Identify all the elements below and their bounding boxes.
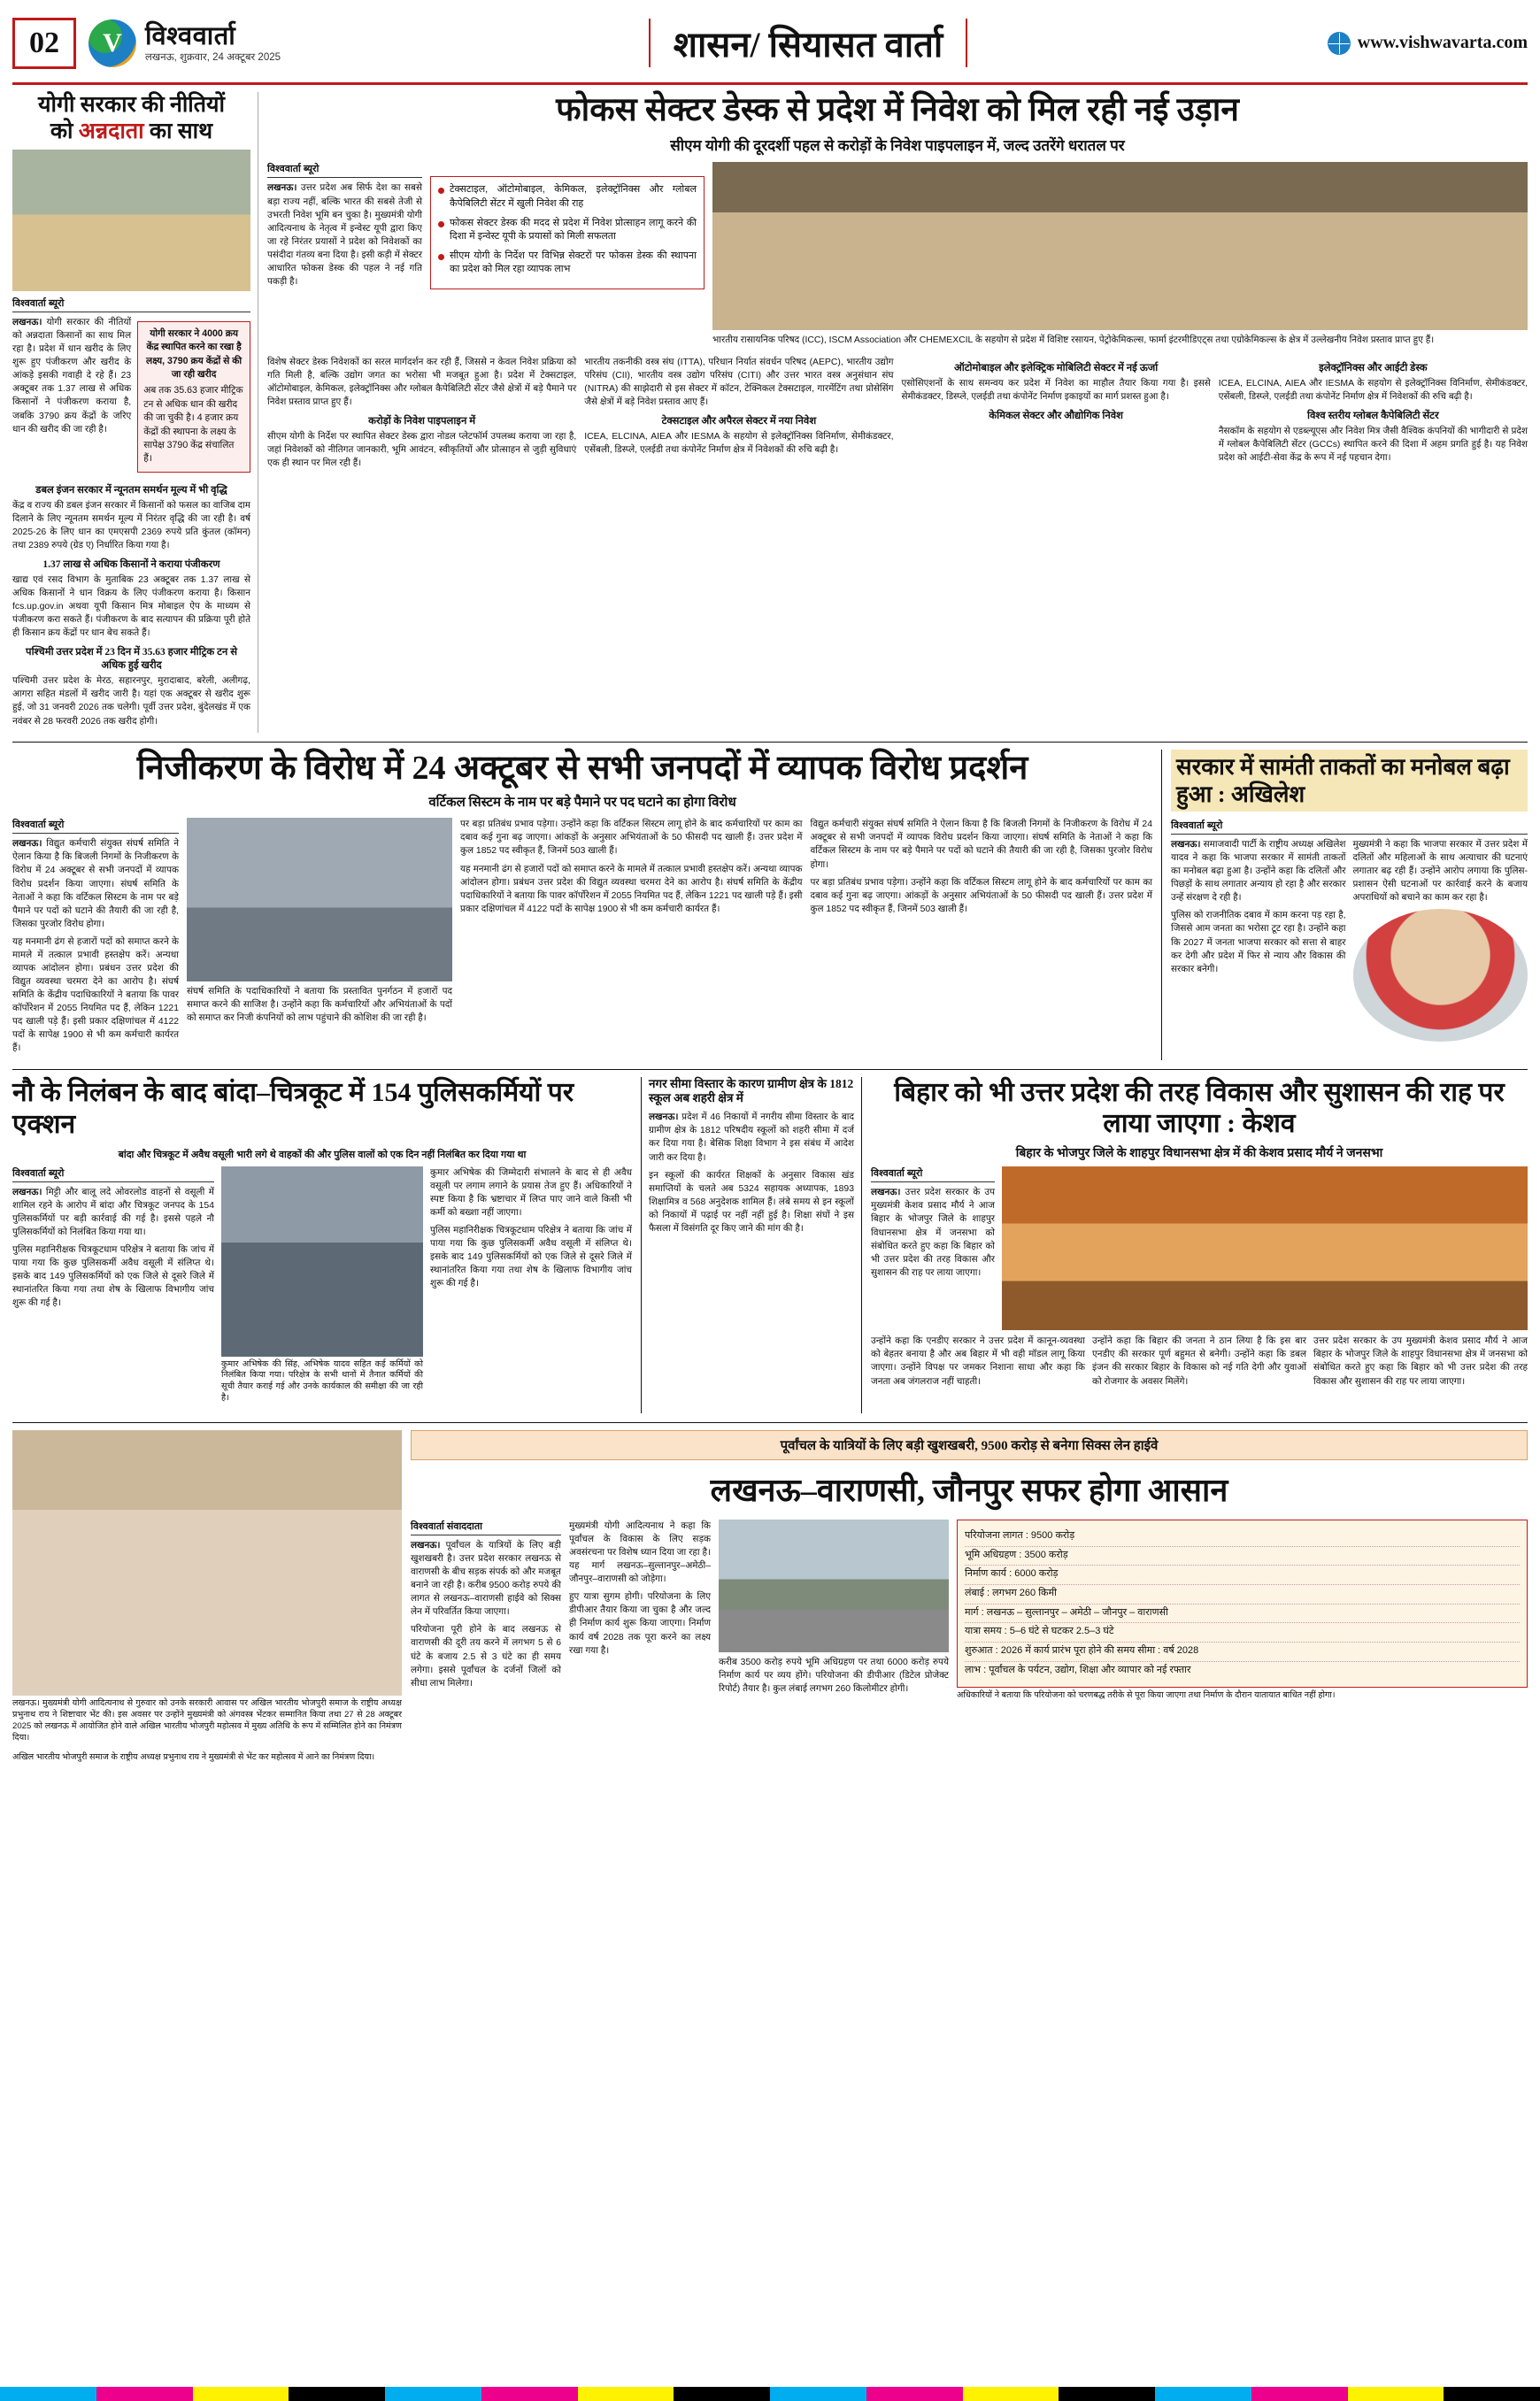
schools-headline: नगर सीमा विस्तार के कारण ग्रामीण क्षेत्र के 1812 स्कूल अब शहरी क्षेत्र में bbox=[649, 1076, 854, 1105]
highway-p4: हुए यात्रा सुगम होगी। परियोजना के लिए डीपीआर तैयार किया जा चुका है और जल्द ही निर्माण कार्य शुरू किया जाएगा। निर्माण कार्य वर्ष 2028 तक पूरा करने का लक्ष्य रखा गया है। bbox=[569, 1592, 711, 1656]
section-title-wrap bbox=[354, 19, 1262, 67]
cm-yogi-photo bbox=[712, 162, 1528, 330]
website-link[interactable] bbox=[1262, 32, 1528, 55]
privatisation-subhead: वर्टिकल सिस्टम के नाम पर बड़े पैमाने पर पद घटाने का होगा विरोध bbox=[428, 796, 736, 811]
cm-meeting-photo bbox=[12, 1430, 402, 1696]
list-item: टेक्सटाइल, ऑटोमोबाइल, केमिकल, इलेक्ट्रॉनिक्स और ग्लोबल कैपेबिलिटी सेंटर में खुली निवेश की राह bbox=[438, 183, 697, 211]
story-privatisation bbox=[12, 750, 1152, 1060]
website-url: www.vishwavarta.com bbox=[1357, 33, 1528, 52]
annadata-headline-line2b: का साथ bbox=[143, 119, 213, 143]
focus-bullets bbox=[430, 176, 705, 289]
annadata-place: लखनऊ। bbox=[12, 318, 42, 327]
fact-item: निर्माण कार्य : 6000 करोड़ bbox=[965, 1566, 1520, 1585]
story-focus-sector bbox=[267, 92, 1528, 733]
schools-place: लखनऊ। bbox=[649, 1112, 679, 1123]
bihar-headline: बिहार को भी उत्तर प्रदेश की तरह विकास और सुशासन की राह पर लाया जाएगा : केशव bbox=[894, 1077, 1505, 1138]
banda-byline: विश्ववार्ता ब्यूरो bbox=[12, 1166, 214, 1182]
story-annadata bbox=[12, 92, 258, 733]
cm-meeting-tail: अखिल भारतीय भोजपुरी समाज के राष्ट्रीय अध्यक्ष प्रभुनाथ राय ने मुख्यमंत्री से भेंट कर महोत्सव में आने का निमंत्रण दिया। bbox=[12, 1752, 375, 1763]
section-title: शासन/ सियासत वार्ता bbox=[649, 19, 967, 67]
fact-item: लाभ : पूर्वांचल के पर्यटन, उद्योग, शिक्षा और व्यापार को नई रफ्तार bbox=[965, 1664, 1191, 1675]
edition-date: लखनऊ, शुक्रवार, 24 अक्टूबर 2025 bbox=[145, 52, 281, 64]
list-item: सीएम योगी के निर्देश पर विभिन्न सेक्टरों पर फोकस डेस्क की स्थापना का प्रदेश को मिल रहा व्यापक लाभ bbox=[438, 250, 697, 277]
focus-c3p1-text: भारतीय रासायनिक परिषद (ICC), ISCM Association और CHEMEXCIL के सहयोग से प्रदेश में विशिष्ट रसायन, पेट्रोकेमिकल्स, फार्मा इंटरमीडिएट्स तथा एग्रोकेमिकल्स के क्षेत्र में उल्लेखनीय निवेश प्रस्ताव प्राप्त हुए हैं। bbox=[712, 335, 1435, 346]
focus-c1p3: सीएम योगी के निर्देश पर स्थापित सेक्टर डेस्क द्वारा नोडल प्लेटफॉर्म उपलब्ध कराया जा रहा है, जहां निवेशकों को नीतिगत जानकारी, भूमि आवंटन, स्वीकृतियों और प्रोत्साहन से जुड़ी सुविधाएं एक ही स्थान पर मिल रही हैं। bbox=[267, 431, 577, 468]
bihar-p2: उन्होंने कहा कि एनडीए सरकार ने उत्तर प्रदेश में कानून-व्यवस्था को बेहतर बनाया है और अब बिहार में भी वही मॉडल लागू किया जाएगा। उन्होंने विपक्ष पर जमकर निशाना साधा और कहा कि जनता अब जंगलराज नहीं चाहती। bbox=[871, 1336, 1085, 1387]
annadata-p4: पश्चिमी उत्तर प्रदेश के मेरठ, सहारनपुर, मुरादाबाद, बरेली, अलीगढ़, आगरा सहित मंडलों में खरीद जारी है। यहां एक अक्टूबर से खरीद शुरू हुई, जो 31 जनवरी 2026 तक चलेगी। पूर्वी उत्तर प्रदेश, बुंदेलखंड में एक नवंबर से 28 फरवरी 2026 तक खरीद होगी। bbox=[12, 676, 250, 727]
highway-byline: विश्ववार्ता संवाददाता bbox=[411, 1520, 561, 1535]
story-banda bbox=[12, 1077, 632, 1413]
highway-tail-right: अधिकारियों ने बताया कि परियोजना को चरणबद्ध तरीके से पूरा किया जाएगा तथा निर्माण के दौरान यातायात बाधित नहीं होगा। bbox=[957, 1690, 1336, 1701]
banda-p3: कुमार अभिषेक की जिम्मेदारी संभालने के बाद से ही अवैध वसूली पर लगाम लगाने के प्रयास तेज हुए हैं। अधिकारियों ने स्पष्ट किया है कि भ्रष्टाचार में लिप्त पाए जाने वाले किसी भी कर्मी को बख्शा नहीं जाएगा। bbox=[430, 1167, 632, 1218]
focus-col-4 bbox=[1219, 356, 1528, 475]
focus-byline: विश्ववार्ता ब्यूरो bbox=[267, 162, 422, 178]
highway-place: लखनऊ। bbox=[411, 1540, 441, 1551]
akhilesh-byline: विश्ववार्ता ब्यूरो bbox=[1171, 819, 1528, 835]
annadata-photo bbox=[12, 150, 250, 291]
annadata-headline-line1: योगी सरकार की नीतियों bbox=[37, 93, 226, 117]
annadata-headline-line2a: को bbox=[50, 119, 79, 143]
fact-item: परियोजना लागत : 9500 करोड़ bbox=[965, 1528, 1520, 1547]
bihar-byline: विश्ववार्ता ब्यूरो bbox=[871, 1166, 995, 1182]
annadata-callout-title: योगी सरकार ने 4000 क्रय केंद्र स्थापित करने का रखा है लक्ष्य, 3790 क्रय केंद्रों से की जा रही खरीद bbox=[146, 328, 243, 381]
schools-p1-text: प्रदेश में 46 निकायों में नगरीय सीमा विस्तार के बाद ग्रामीण क्षेत्र के 1812 परिषदीय स्कूलों को शहरी सीमा में दर्ज कर दिया गया है। बेसिक शिक्षा विभाग ने इस संबंध में आदेश जारी कर दिया है। bbox=[649, 1112, 854, 1163]
list-item: फोकस सेक्टर डेस्क की मदद से प्रदेश में निवेश प्रोत्साहन लागू करने की दिशा में इन्वेस्ट यूपी के प्रयासों को मिली सफलता bbox=[438, 217, 697, 244]
akhilesh-photo bbox=[1353, 909, 1528, 1042]
globe-icon bbox=[1328, 32, 1351, 55]
bihar-subhead: बिहार के भोजपुर जिले के शाहपुर विधानसभा क्षेत्र में की केशव प्रसाद मौर्य ने जनसभा bbox=[1015, 1147, 1383, 1161]
privatisation-p3b: यह मनमानी ढंग से हजारों पदों को समाप्त करने के मामले में तत्काल प्रभावी हस्तक्षेप करें। अन्यथा व्यापक आंदोलन होगा। प्रबंधन उत्तर प्रदेश की विद्युत व्यवस्था चरमरा देने का आरोप है। संघर्ष समिति के केंद्रीय पदाधिकारियों ने बताया कि पावर कॉर्पोरेशन में 2055 नियमित पद हैं, लेकिन 1221 पद खाली पड़े हैं। इसी प्रकार दक्षिणांचल में 4122 पदों के सापेक्ष 1900 से भी कम कर्मचारी कार्यरत हैं। bbox=[460, 864, 803, 914]
focus-c3p2: एसोसिएशनों के साथ समन्वय कर प्रदेश में निवेश का माहौल तैयार किया गया है। इससे सेमीकंडक्टर, डिस्प्ले, एलईडी तथा कंपोनेंट निर्माण इकाइयों का मार्ग प्रशस्त हुआ है। bbox=[901, 378, 1211, 402]
fact-item: मार्ग : लखनऊ – सुल्तानपुर – अमेठी – जौनपुर – वाराणसी bbox=[965, 1605, 1520, 1624]
focus-place: लखनऊ। bbox=[267, 183, 297, 194]
banda-bihar-section bbox=[12, 1069, 1528, 1413]
focus-c4p1: नैसकॉम के सहयोग से एडब्ल्यूएस और निवेश मित्र जैसी वैश्विक कंपनियों की भागीदारी से प्रदेश में ग्लोबल कैपेबिलिटी सेंटर (GCCs) स्थापित करने की दिशा में अहम प्रगति हुई है। यह निवेश प्रदेश को आईटी-सेवा केंद्र के रूप में नई पहचान देगा। bbox=[1218, 426, 1528, 463]
annadata-callout-body: अब तक 35.63 हजार मीट्रिक टन से अधिक धान की खरीद की जा चुकी है। 4 हजार क्रय केंद्रों की स्थापना के लक्ष्य के सापेक्ष 3790 केंद्र संचालित हैं। bbox=[143, 385, 243, 465]
banda-photo-caption: कुमार अभिषेक की सिंह, अभिषेक यादव सहित कई कर्मियों को निलंबित किया गया। परिक्षेत्र के सभी थानों में तैनात कर्मियों की सूची तैयार कराई गई और उनके कार्यकाल की समीक्षा की जा रही है। bbox=[221, 1358, 423, 1404]
banda-place: लखनऊ। bbox=[12, 1187, 42, 1197]
privatisation-p4: पर बड़ा प्रतिबंध प्रभाव पड़ेगा। उन्होंने कहा कि वर्टिकल सिस्टम लागू होने के बाद कर्मचारियों पर काम का दबाव कई गुना बढ़ जाएगा। आंकड़ों के अनुसार अभियंताओं के 50 फीसदी पद खाली हैं। उत्तर प्रदेश में कुल 1852 पद स्वीकृत हैं, जिनमें 503 खाली हैं। bbox=[460, 820, 803, 857]
printer-color-bar bbox=[0, 2387, 1540, 2401]
highway-section bbox=[12, 1422, 1528, 1773]
fact-item: यात्रा समय : 5–6 घंटे से घटकर 2.5–3 घंटे bbox=[965, 1623, 1520, 1643]
banda-p2: पुलिस महानिरीक्षक चित्रकूटधाम परिक्षेत्र ने बताया कि जांच में पाया गया कि कुछ पुलिसकर्मी अवैध वसूली में संलिप्त थे। इसके बाद 149 पुलिसकर्मियों को एक जिले से दूसरे जिले में स्थानांतरित किया गया तथा शेष के खिलाफ विभागीय जांच शुरू की गई है। bbox=[12, 1244, 214, 1309]
privatisation-p1-text: विद्युत कर्मचारी संयुक्त संघर्ष समिति ने ऐलान किया है कि बिजली निगमों के निजीकरण के विरोध में 24 अक्टूबर से सभी जनपदों में व्यापक विरोध प्रदर्शन किया जाएगा। संघर्ष समिति के नेताओं ने कहा कि वर्टिकल सिस्टम के नाम पर बड़े पैमाने पर पदों को घटाने की तैयारी की जा रही है, जिसका पुरजोर विरोध होगा। bbox=[12, 839, 179, 929]
bihar-p1b: उत्तर प्रदेश सरकार के उप मुख्यमंत्री केशव प्रसाद मौर्य ने आज बिहार के भोजपुर जिले के शाहपुर विधानसभा क्षेत्र में जनसभा को संबोधित करते हुए कहा कि बिहार को भी उत्तर प्रदेश की तरह विकास और सुशासन की राह पर लाया जाएगा। bbox=[1313, 1336, 1528, 1387]
highway-p5: करीब 3500 करोड़ रुपये भूमि अधिग्रहण पर तथा 6000 करोड़ रुपये निर्माण कार्य पर व्यय होंगे। परियोजना की डीपीआर (डिटेल प्रोजेक्ट रिपोर्ट) तैयार है। कुल लंबाई लगभग 260 किलोमीटर होगी। bbox=[719, 1657, 949, 1695]
focus-c3-sub: केमिकल सेक्टर और औद्योगिक निवेश bbox=[989, 410, 1123, 421]
privatisation-headline: निजीकरण के विरोध में 24 अक्टूबर से सभी जनपदों में व्यापक विरोध प्रदर्शन bbox=[136, 749, 1028, 787]
bihar-rally-photo bbox=[1002, 1166, 1528, 1330]
highway-photo bbox=[719, 1520, 949, 1652]
story-bhojpuri-meeting bbox=[12, 1430, 402, 1773]
focus-c2-sub2: ऑटोमोबाइल और इलेक्ट्रिक मोबिलिटी सेक्टर में नई ऊर्जा bbox=[954, 362, 1159, 373]
masthead bbox=[12, 9, 1528, 85]
annadata-sub1: डबल इंजन सरकार में न्यूनतम समर्थन मूल्य में भी वृद्धि bbox=[35, 484, 227, 496]
privatisation-byline: विश्ववार्ता ब्यूरो bbox=[12, 818, 179, 834]
fact-item: भूमि अधिग्रहण : 3500 करोड़ bbox=[965, 1547, 1520, 1566]
privatisation-p1 bbox=[12, 837, 179, 931]
annadata-p1 bbox=[12, 316, 131, 436]
annadata-headline bbox=[12, 92, 250, 144]
annadata-callout bbox=[137, 321, 250, 473]
highway-p2: परियोजना पूरी होने के बाद लखनऊ से वाराणसी की दूरी तय करने में लगभग 5 से 6 घंटे के बजाय 2.5 से 3 घंटे का ही समय लगेगा। इससे पूर्वांचल के दर्जनों जिलों को सीधा लाभ मिलेगा। bbox=[411, 1625, 561, 1689]
focus-c2p2b: ICEA, ELCINA, AIEA और IESMA के सहयोग से इलेक्ट्रॉनिक्स विनिर्माण, सेमीकंडक्टर, एसेंबली, डिस्प्ले, एलईडी तथा कंपोनेंट निर्माण क्षेत्र में निवेशकों की रुचि बढ़ी है। bbox=[1218, 378, 1528, 402]
cm-meeting-caption: लखनऊ। मुख्यमंत्री योगी आदित्यनाथ से गुरुवार को उनके सरकारी आवास पर अखिल भारतीय भोजपुरी समाज के राष्ट्रीय अध्यक्ष प्रभुनाथ राय ने शिष्टाचार भेंट की। इस अवसर पर उन्होंने मुख्यमंत्री को अंगवस्त्र भेंटकर सम्मानित किया तथा 27 से 28 अक्टूबर 2025 को लखनऊ में आयोजित होने वाले अखिल भारतीय भोजपुरी महोत्सव में मुख्य अतिथि के रूप में सम्मिलित होने का निमंत्रण दिया। bbox=[12, 1697, 402, 1743]
focus-col-1 bbox=[267, 356, 576, 475]
focus-c3-sub2: इलेक्ट्रॉनिक्स और आईटी डेस्क bbox=[1319, 362, 1428, 373]
banda-officer-photo bbox=[221, 1166, 423, 1357]
highway-banner: पूर्वांचल के यात्रियों के लिए बड़ी खुशखबरी, 9500 करोड़ से बनेगा सिक्स लेन हाईवे bbox=[411, 1430, 1528, 1460]
highway-p1-text: पूर्वांचल के यात्रियों के लिए बड़ी खुशखबरी है। उत्तर प्रदेश सरकार लखनऊ से वाराणसी के बीच सड़क संपर्क को और मजबूत बनाने जा रही है। करीब 9500 करोड़ रुपये की लागत से लखनऊ–वाराणसी हाईवे को सिक्स लेन में परिवर्तित किया जाएगा। bbox=[411, 1540, 561, 1618]
focus-col-2 bbox=[584, 356, 893, 475]
globe-logo-icon bbox=[89, 19, 136, 67]
story-schools bbox=[641, 1077, 862, 1413]
annadata-p1-text: योगी सरकार की नीतियों को अन्नदाता किसानों का साथ मिल रहा है। प्रदेश में धान खरीद के लिए शुरू हुए पंजीकरण और खरीद के आंकड़े इसकी गवाही दे रहे हैं। 23 अक्टूबर तक 1.37 लाख से अधिक किसानों ने पंजीकरण कराया है, जबकि 3790 क्रय केंद्रों के जरिए धान की खरीद की जा रही है। bbox=[12, 318, 132, 435]
focus-c1-sub: करोड़ों के निवेश पाइपलाइन में bbox=[368, 415, 476, 427]
privatisation-p3: यह मनमानी ढंग से हजारों पदों को समाप्त करने के मामले में तत्काल प्रभावी हस्तक्षेप करें। अन्यथा व्यापक आंदोलन होगा। प्रबंधन उत्तर प्रदेश की विद्युत व्यवस्था चरमरा देने का आरोप है। संघर्ष समिति के केंद्रीय पदाधिकारियों ने बताया कि पावर कॉर्पोरेशन में 2055 नियमित पद हैं, लेकिन 1221 पद खाली पड़े हैं। इसी प्रकार दक्षिणांचल में 4122 पदों के सापेक्ष 1900 से भी कम कर्मचारी कार्यरत हैं। bbox=[12, 936, 179, 1054]
annadata-p2: केंद्र व राज्य की डबल इंजन सरकार में किसानों को फसल का वाजिब दाम दिलाने के लिए न्यूनतम समर्थन मूल्य में निरंतर वृद्धि की जा रही है। वर्ष 2025-26 के लिए धान का एमएसपी 2369 रुपये प्रति कुंतल (कॉमन) तथा 2389 रुपये (ग्रेड ए) निर्धारित किया गया है। bbox=[12, 500, 250, 550]
banda-p2b: पुलिस महानिरीक्षक चित्रकूटधाम परिक्षेत्र ने बताया कि जांच में पाया गया कि कुछ पुलिसकर्मी अवैध वसूली में संलिप्त थे। इसके बाद 149 पुलिसकर्मियों को एक जिले से दूसरे जिले में स्थानांतरित किया गया तथा शेष के खिलाफ विभागीय जांच शुरू की गई है। bbox=[430, 1225, 632, 1289]
akhilesh-headline: सरकार में सामंती ताकतों का मनोबल बढ़ा हुआ : अखिलेश bbox=[1171, 750, 1528, 812]
akhilesh-p1 bbox=[1171, 838, 1346, 904]
annadata-sub2: 1.37 लाख से अधिक किसानों ने कराया पंजीकरण bbox=[42, 558, 220, 570]
banda-headline: नौ के निलंबन के बाद बांदा–चित्रकूट में 154 पुलिसकर्मियों पर एक्शन bbox=[12, 1077, 574, 1139]
annadata-byline: विश्ववार्ता ब्यूरो bbox=[12, 296, 250, 312]
annadata-p3: खाद्य एवं रसद विभाग के मुताबिक 23 अक्टूबर तक 1.37 लाख से अधिक किसानों ने धान विक्रय के लिए पंजीकरण कराया है। किसान fcs.up.gov.in अथवा यूपी किसान मित्र मोबाइल ऐप के माध्यम से पंजीकरण करा सकते हैं। पंजीकरण के बाद सत्यापन की प्रक्रिया पूरी होते ही किसान क्रय केंद्रों पर धान बेच सकते हैं। bbox=[12, 574, 250, 639]
lead-section bbox=[12, 92, 1528, 733]
story-highway bbox=[411, 1430, 1528, 1773]
banda-p1 bbox=[12, 1186, 214, 1239]
focus-c2-sub: टेक्सटाइल और अपैरल सेक्टर में नया निवेश bbox=[661, 415, 817, 427]
akhilesh-p3: पुलिस को राजनीतिक दबाव में काम करना पड़ रहा है, जिससे आम जनता का भरोसा टूट रहा है। उन्होंने कहा कि 2027 में जनता भाजपा सरकार को सत्ता से बाहर कर देगी और प्रदेश में फिर से न्याय और विकास की सरकार बनेगी। bbox=[1171, 911, 1346, 974]
publication-name: विश्ववार्ता bbox=[145, 21, 236, 50]
focus-c1p2: विशेष सेक्टर डेस्क निवेशकों का सरल मार्गदर्शन कर रही हैं, जिससे न केवल निवेश प्रक्रिया को गति मिली है, बल्कि उद्योग जगत का भरोसा भी मजबूत हुआ है। प्रदेश में टेक्सटाइल, ऑटोमोबाइल, केमिकल, इलेक्ट्रॉनिक्स और ग्लोबल कैपेबिलिटी सेंटर जैसे क्षेत्रों में बड़े पैमाने पर निवेश प्रस्ताव प्राप्त हुए हैं। bbox=[267, 357, 577, 407]
bihar-p1 bbox=[871, 1186, 995, 1280]
annadata-sub3: पश्चिमी उत्तर प्रदेश में 23 दिन में 35.63 हजार मीट्रिक टन से अधिक हुई खरीद bbox=[26, 647, 237, 672]
fact-item: लंबाई : लगभग 260 किमी bbox=[965, 1585, 1520, 1605]
story-bihar bbox=[871, 1077, 1528, 1413]
banda-p1-text: मिट्टी और बालू लदे ओवरलोड वाहनों से वसूली में शामिल रहने के आरोप में बांदा और चित्रकूट जनपद के 154 पुलिसकर्मियों पर बड़ी कार्रवाई की गई है। इससे पहले नौ पुलिसकर्मियों को निलंबित किया गया था। bbox=[12, 1187, 214, 1237]
story-akhilesh bbox=[1161, 750, 1528, 1060]
privatisation-photo bbox=[187, 818, 452, 981]
publication-logo bbox=[89, 19, 354, 67]
privatisation-place: लखनऊ। bbox=[12, 839, 42, 850]
bihar-p3: उन्होंने कहा कि बिहार की जनता ने ठान लिया है कि इस बार एनडीए की सरकार पूर्ण बहुमत से बनेगी। उन्होंने कहा कि डबल इंजन की सरकार बिहार के विकास को नई गति देगी और युवाओं को रोजगार के अवसर मिलेंगे। bbox=[1092, 1336, 1306, 1387]
focus-c1p1-text: उत्तर प्रदेश अब सिर्फ देश का सबसे बड़ा राज्य नहीं, बल्कि भारत की सबसे तेजी से उभरती निवेश भूमि बन चुका है। मुख्यमंत्री योगी आदित्यनाथ के नेतृत्व में इन्वेस्ट यूपी द्वारा किए जा रहे निरंतर प्रयासों ने प्रदेश को निवेशकों का पसंदीदा गंतव्य बना दिया है। इसी कड़ी में सेक्टर आधारित फोकस डेस्क की पहल ने नई गति पकड़ी है। bbox=[267, 183, 422, 287]
focus-c2p2: ICEA, ELCINA, AIEA और IESMA के सहयोग से इलेक्ट्रॉनिक्स विनिर्माण, सेमीकंडक्टर, एसेंबली, डिस्प्ले, एलईडी तथा कंपोनेंट निर्माण क्षेत्र में निवेशकों की रुचि बढ़ी है। bbox=[584, 431, 894, 455]
focus-c1p1 bbox=[267, 181, 422, 289]
page-number: 02 bbox=[12, 18, 76, 69]
akhilesh-p1-text: समाजवादी पार्टी के राष्ट्रीय अध्यक्ष अखिलेश यादव ने कहा कि भाजपा सरकार में सामंती ताकतों का मनोबल बढ़ा हुआ है। उन्होंने कहा कि दलितों और पिछड़ों के साथ लगातार अन्याय हो रहा है और सरकार उन्हें संरक्षण दे रही है। bbox=[1171, 839, 1346, 904]
privatisation-p2: संघर्ष समिति के पदाधिकारियों ने बताया कि प्रस्तावित पुनर्गठन में हजारों पद समाप्त करने की साजिश है। उन्होंने कहा कि कर्मचारियों और अभियंताओं के पदों को समाप्त कर निजी कंपनियों को लाभ पहुंचाने की कोशिश की जा रही है। bbox=[187, 987, 452, 1024]
schools-p2: इन स्कूलों की कार्यरत शिक्षकों के अनुसार विकास खंड समाप्तियों के चलते अब 5324 सहायक अध्यापक, 1893 शिक्षामित्र व 568 अनुदेशक शामिल हैं। लंबे समय से इन स्कूलों को निकायों में पढ़ाई पर नहीं नहीं हुई है। शिक्षा संघों ने इस फैसला में विसंगति दूर किए जाने की मांग की है। bbox=[649, 1170, 854, 1234]
privatisation-section bbox=[12, 742, 1528, 1060]
fact-item: शुरुआत : 2026 में कार्य प्रारंभ पूरा होने की समय सीमा : वर्ष 2028 bbox=[965, 1643, 1520, 1662]
annadata-headline-highlight: अन्नदाता bbox=[78, 119, 144, 143]
focus-headline: फोकस सेक्टर डेस्क से प्रदेश में निवेश को मिल रही नई उड़ान bbox=[556, 92, 1239, 128]
highway-p3: मुख्यमंत्री योगी आदित्यनाथ ने कहा कि पूर्वांचल के विकास के लिए सड़क अवसंरचना पर विशेष ध्यान दिया जा रहा है। यह मार्ग लखनऊ–सुल्तानपुर–अमेठी–जौनपुर–वाराणसी को जोड़ेगा। bbox=[569, 1520, 711, 1585]
bihar-p1-text: उत्तर प्रदेश सरकार के उप मुख्यमंत्री केशव प्रसाद मौर्य ने आज बिहार के भोजपुर जिले के शाहपुर विधानसभा क्षेत्र में जनसभा को संबोधित करते हुए कहा कि बिहार को भी उत्तर प्रदेश की तरह विकास और सुशासन की राह पर लाया जाएगा। bbox=[871, 1188, 996, 1278]
focus-c2p1: भारतीय तकनीकी वस्त्र संघ (ITTA), परिधान निर्यात संवर्धन परिषद (AEPC), भारतीय उद्योग परिसंघ (CII), भारतीय वस्त्र उद्योग परिसंघ (CITI) और उत्तर भारत वस्त्र अनुसंधान संघ (NITRA) की साझेदारी से इस सेक्टर में कॉटन, टेक्निकल टेक्सटाइल, गारमेंटिंग तथा प्रोसेसिंग जैसे क्षेत्रों में बड़े निवेश प्रस्ताव आए हैं। bbox=[584, 357, 894, 407]
highway-factbox bbox=[957, 1520, 1528, 1689]
schools-p1 bbox=[649, 1111, 854, 1164]
akhilesh-p2: मुख्यमंत्री ने कहा कि भाजपा सरकार में उत्तर प्रदेश में दलितों और महिलाओं के साथ अत्याचार की घटनाएं लगातार बढ़ रही हैं। उन्होंने आरोप लगाया कि पुलिस-प्रशासन ऐसी घटनाओं पर कार्रवाई करने के बजाय अपराधियों को बचाने का काम कर रहा है। bbox=[1352, 839, 1528, 904]
banda-subhead: बांदा और चित्रकूट में अवैध वसूली भारी लगे थे वाहकों की और पुलिस वालों को एक दिन नहीं निलंबित कर दिया गया था bbox=[118, 1149, 527, 1160]
highway-p1 bbox=[411, 1539, 561, 1619]
highway-headline: लखनऊ–वाराणसी, जौनपुर सफर होगा आसान bbox=[710, 1472, 1228, 1508]
privatisation-p4b: पर बड़ा प्रतिबंध प्रभाव पड़ेगा। उन्होंने कहा कि वर्टिकल सिस्टम लागू होने के बाद कर्मचारियों पर काम का दबाव कई गुना बढ़ जाएगा। आंकड़ों के अनुसार अभियंताओं के 50 फीसदी पद खाली हैं। उत्तर प्रदेश में कुल 1852 पद स्वीकृत हैं, जिनमें 503 खाली हैं। bbox=[810, 877, 1152, 914]
akhilesh-place: लखनऊ। bbox=[1171, 839, 1201, 850]
focus-subhead: सीएम योगी की दूरदर्शी पहल से करोड़ों के निवेश पाइपलाइन में, जल्द उतरेंगे धरातल पर bbox=[670, 137, 1125, 155]
focus-col-3 bbox=[902, 356, 1211, 475]
focus-c3p1 bbox=[712, 334, 1528, 347]
privatisation-p1b: विद्युत कर्मचारी संयुक्त संघर्ष समिति ने ऐलान किया है कि बिजली निगमों के निजीकरण के विरोध में 24 अक्टूबर से सभी जनपदों में व्यापक विरोध प्रदर्शन किया जाएगा। संघर्ष समिति के नेताओं ने कहा कि वर्टिकल सिस्टम के नाम पर बड़े पैमाने पर पदों को घटाने की तैयारी की जा रही है, जिसका पुरजोर विरोध होगा। bbox=[810, 820, 1152, 870]
bihar-place: लखनऊ। bbox=[871, 1188, 901, 1198]
focus-c4-sub: विश्व स्तरीय ग्लोबल कैपेबिलिटी सेंटर bbox=[1307, 410, 1439, 421]
